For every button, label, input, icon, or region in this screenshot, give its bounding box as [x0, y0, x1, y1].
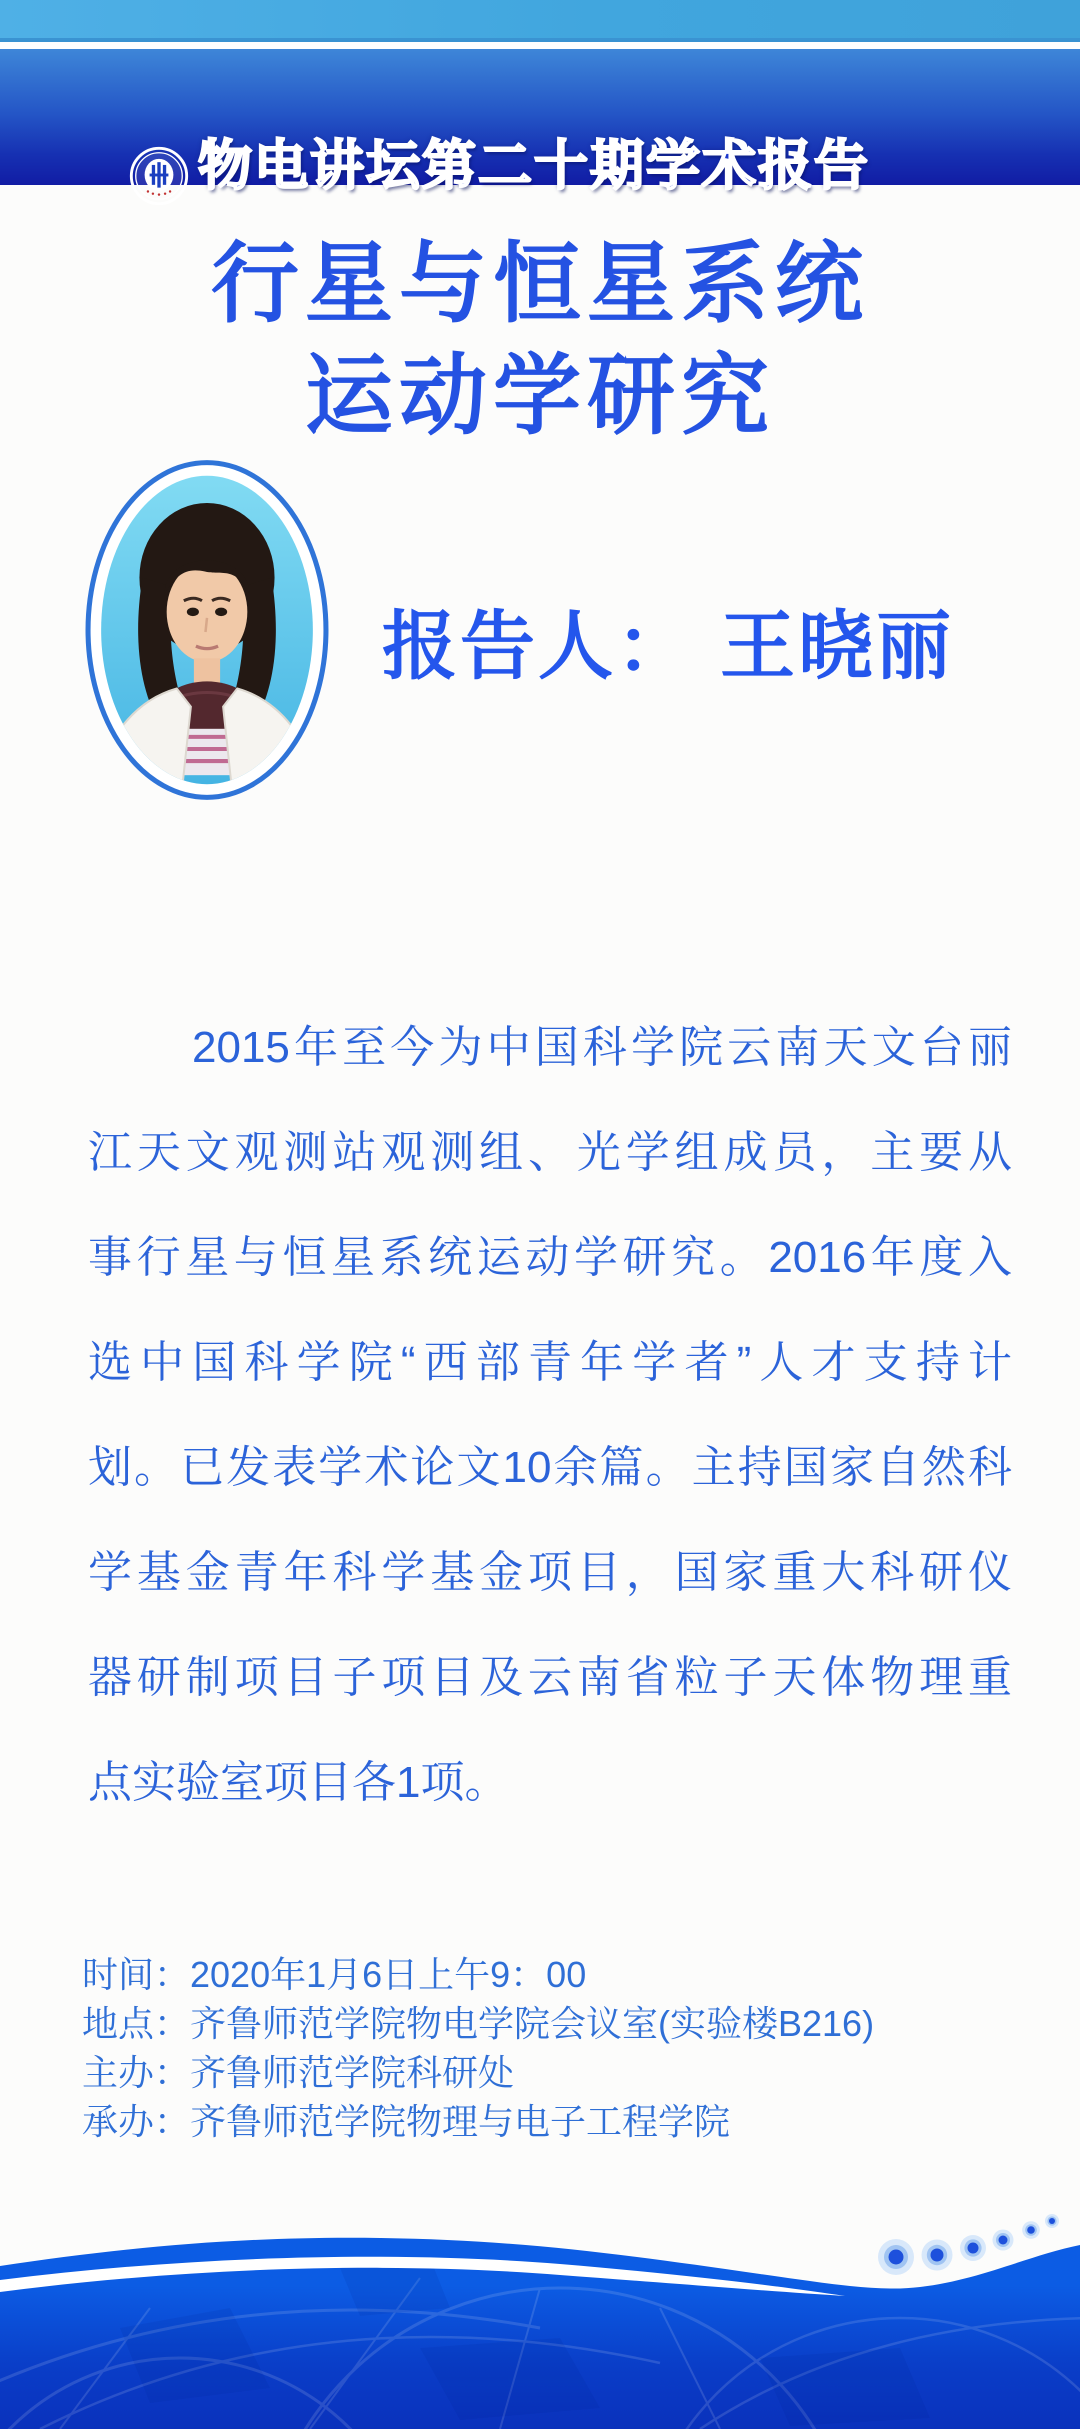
- detail-location: [82, 1999, 874, 2048]
- detail-time: [82, 1950, 874, 1999]
- detail-value: 2020年1月6日上午9：00: [190, 1954, 587, 1995]
- speaker-line: [382, 598, 954, 694]
- lecture-title-line2: 运动学研究: [304, 346, 775, 445]
- lecture-title-line1: 行星与恒星系统: [210, 234, 869, 333]
- forum-banner-title: 物电讲坛第二十期学术报告: [198, 136, 870, 196]
- event-details: [82, 1950, 874, 2146]
- speaker-photo: [84, 458, 330, 802]
- portrait-graphic: [84, 459, 330, 802]
- detail-label: 主办：: [82, 2052, 191, 2093]
- detail-value: 齐鲁师范学院科研处: [190, 2052, 515, 2093]
- speaker-name: 王晓丽: [720, 604, 955, 688]
- speaker-biography: [88, 995, 1012, 1835]
- header-light-strip: [0, 0, 1080, 38]
- header-white-line: [0, 42, 1080, 49]
- bio-line: 事行星与恒星系统运动学研究。2016年度入: [88, 1233, 1012, 1282]
- speaker-label: 报告人：: [382, 604, 695, 688]
- bio-line: 器研制项目子项目及云南省粒子天体物理重: [88, 1653, 1012, 1702]
- footer-wave: [0, 2158, 1080, 2429]
- detail-value: 齐鲁师范学院物理与电子工程学院: [190, 2101, 731, 2142]
- detail-value: 齐鲁师范学院物电学院会议室(实验楼B216): [190, 2003, 875, 2044]
- bio-line: 选中国科学院“西部青年学者”人才支持计: [88, 1338, 1012, 1387]
- bio-line: 学基金青年科学基金项目，国家重大科研仪: [88, 1548, 1012, 1597]
- header-banner: [0, 49, 1080, 196]
- detail-label: 时间：: [82, 1954, 191, 1995]
- detail-label: 地点：: [82, 2003, 191, 2044]
- detail-organizer: [82, 2097, 874, 2146]
- university-seal-icon: [128, 145, 190, 207]
- bio-line: 点实验室项目各1项。: [88, 1758, 509, 1807]
- detail-host: [82, 2048, 874, 2097]
- bio-line: 划。已发表学术论文10余篇。主持国家自然科: [88, 1443, 1012, 1492]
- lecture-title: [0, 228, 1080, 452]
- bio-line: 2015年至今为中国科学院云南天文台丽: [192, 1023, 1012, 1072]
- bio-line: 江天文观测站观测组、光学组成员，主要从: [88, 1128, 1012, 1177]
- detail-label: 承办：: [82, 2101, 191, 2142]
